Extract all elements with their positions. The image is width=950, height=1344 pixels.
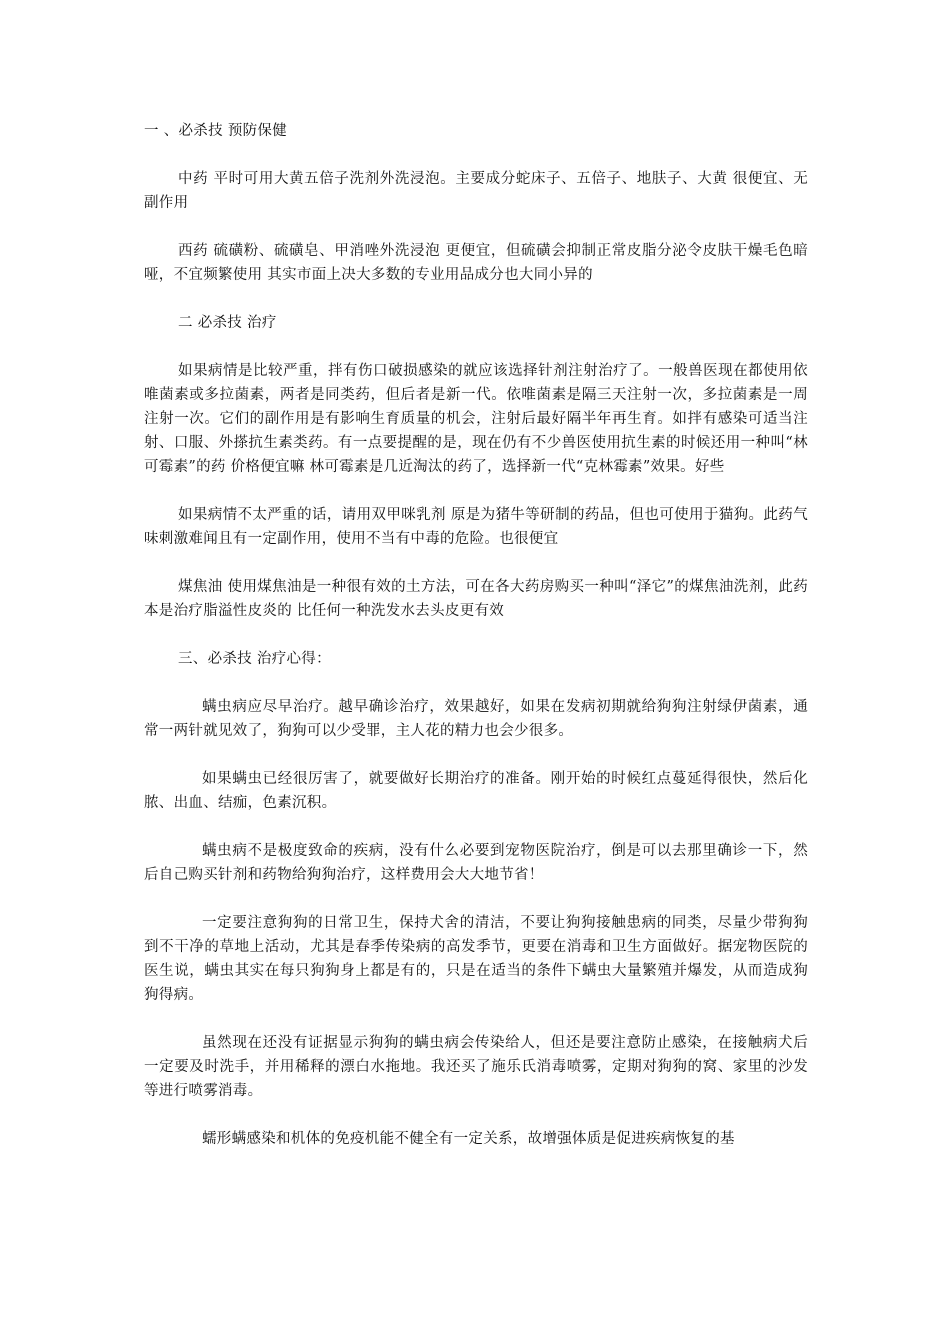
section-2-heading: 二 必杀技 治疗 <box>178 315 277 331</box>
document-body <box>144 119 808 1175</box>
section-1-paragraph-herbal: 中药 平时可用大黄五倍子洗剂外洗浸泡。主要成分蛇床子、五倍子、地肤子、大黄 很便宜、无副作用 <box>144 171 808 211</box>
section-3-paragraph-hygiene: 一定要注意狗狗的日常卫生，保持犬舍的清洁，不要让狗狗接触患病的同类，尽量少带狗狗到不干净的草地上活动，尤其是春季传染病的高发季节，更要在消毒和卫生方面做好。据宠物医院的医生说，螨虫其实在每只狗狗身上都是有的，只是在适当的条件下螨虫大量繁殖并爆发，从而造成狗狗得病。 <box>144 915 808 1003</box>
section-1-heading: 一 、必杀技 预防保健 <box>144 123 288 139</box>
section-2-paragraph-coal-tar: 煤焦油 使用煤焦油是一种很有效的土方法，可在各大药房购买一种叫“泽它”的煤焦油洗剂，此药本是治疗脂溢性皮炎的 比任何一种洗发水去头皮更有效 <box>144 579 808 619</box>
section-3-paragraph-immunity: 蠕形螨感染和机体的免疫机能不健全有一定关系，故增强体质是促进疾病恢复的基 <box>202 1131 735 1147</box>
section-2-paragraph-injection: 如果病情是比较严重，拌有伤口破损感染的就应该选择针剂注射治疗了。一般兽医现在都使用依唯菌素或多拉菌素，两者是同类药，但后者是新一代。依唯菌素是隔三天注射一次，多拉菌素是一周注射一次。它们的副作用是有影响生育质量的机会，注射后最好隔半年再生育。如拌有感染可适当注射、口服、外搽抗生素类药。有一点要提醒的是，现在仍有不少兽医使用抗生素的时候还用一种叫“林可霉素”的药 价格便宜嘛 林可霉素是几近淘汰的药了，选择新一代“克林霉素”效果。好些 <box>144 363 808 475</box>
section-3-paragraph-early-treatment: 螨虫病应尽早治疗。越早确诊治疗，效果越好，如果在发病初期就给狗狗注射绿伊菌素，通常一两针就见效了，狗狗可以少受罪，主人花的精力也会少很多。 <box>144 699 808 739</box>
section-3-heading: 三、必杀技 治疗心得： <box>178 651 331 667</box>
section-2-paragraph-amitraz: 如果病情不太严重的话，请用双甲咪乳剂 原是为猪牛等研制的药品，但也可使用于猫狗。此药气味刺激难闻且有一定副作用，使用不当有中毒的危险。也很便宜 <box>144 507 808 547</box>
section-1-paragraph-western: 西药 硫磺粉、硫磺皂、甲消唑外洗浸泡 更便宜，但硫磺会抑制正常皮脂分泌令皮肤干燥毛色暗哑，不宜频繁使用 其实市面上决大多数的专业用品成分也大同小异的 <box>144 243 808 283</box>
section-3-paragraph-disinfection: 虽然现在还没有证据显示狗狗的螨虫病会传染给人，但还是要注意防止感染，在接触病犬后一定要及时洗手，并用稀释的漂白水拖地。我还买了施乐氏消毒喷雾，定期对狗狗的窝、家里的沙发等进行喷雾消毒。 <box>144 1035 808 1099</box>
section-3-paragraph-long-term: 如果螨虫已经很厉害了，就要做好长期治疗的准备。刚开始的时候红点蔓延得很快，然后化脓、出血、结痂，色素沉积。 <box>144 771 808 811</box>
section-3-paragraph-cost: 螨虫病不是极度致命的疾病，没有什么必要到宠物医院治疗，倒是可以去那里确诊一下，然后自己购买针剂和药物给狗狗治疗，这样费用会大大地节省！ <box>144 843 808 883</box>
